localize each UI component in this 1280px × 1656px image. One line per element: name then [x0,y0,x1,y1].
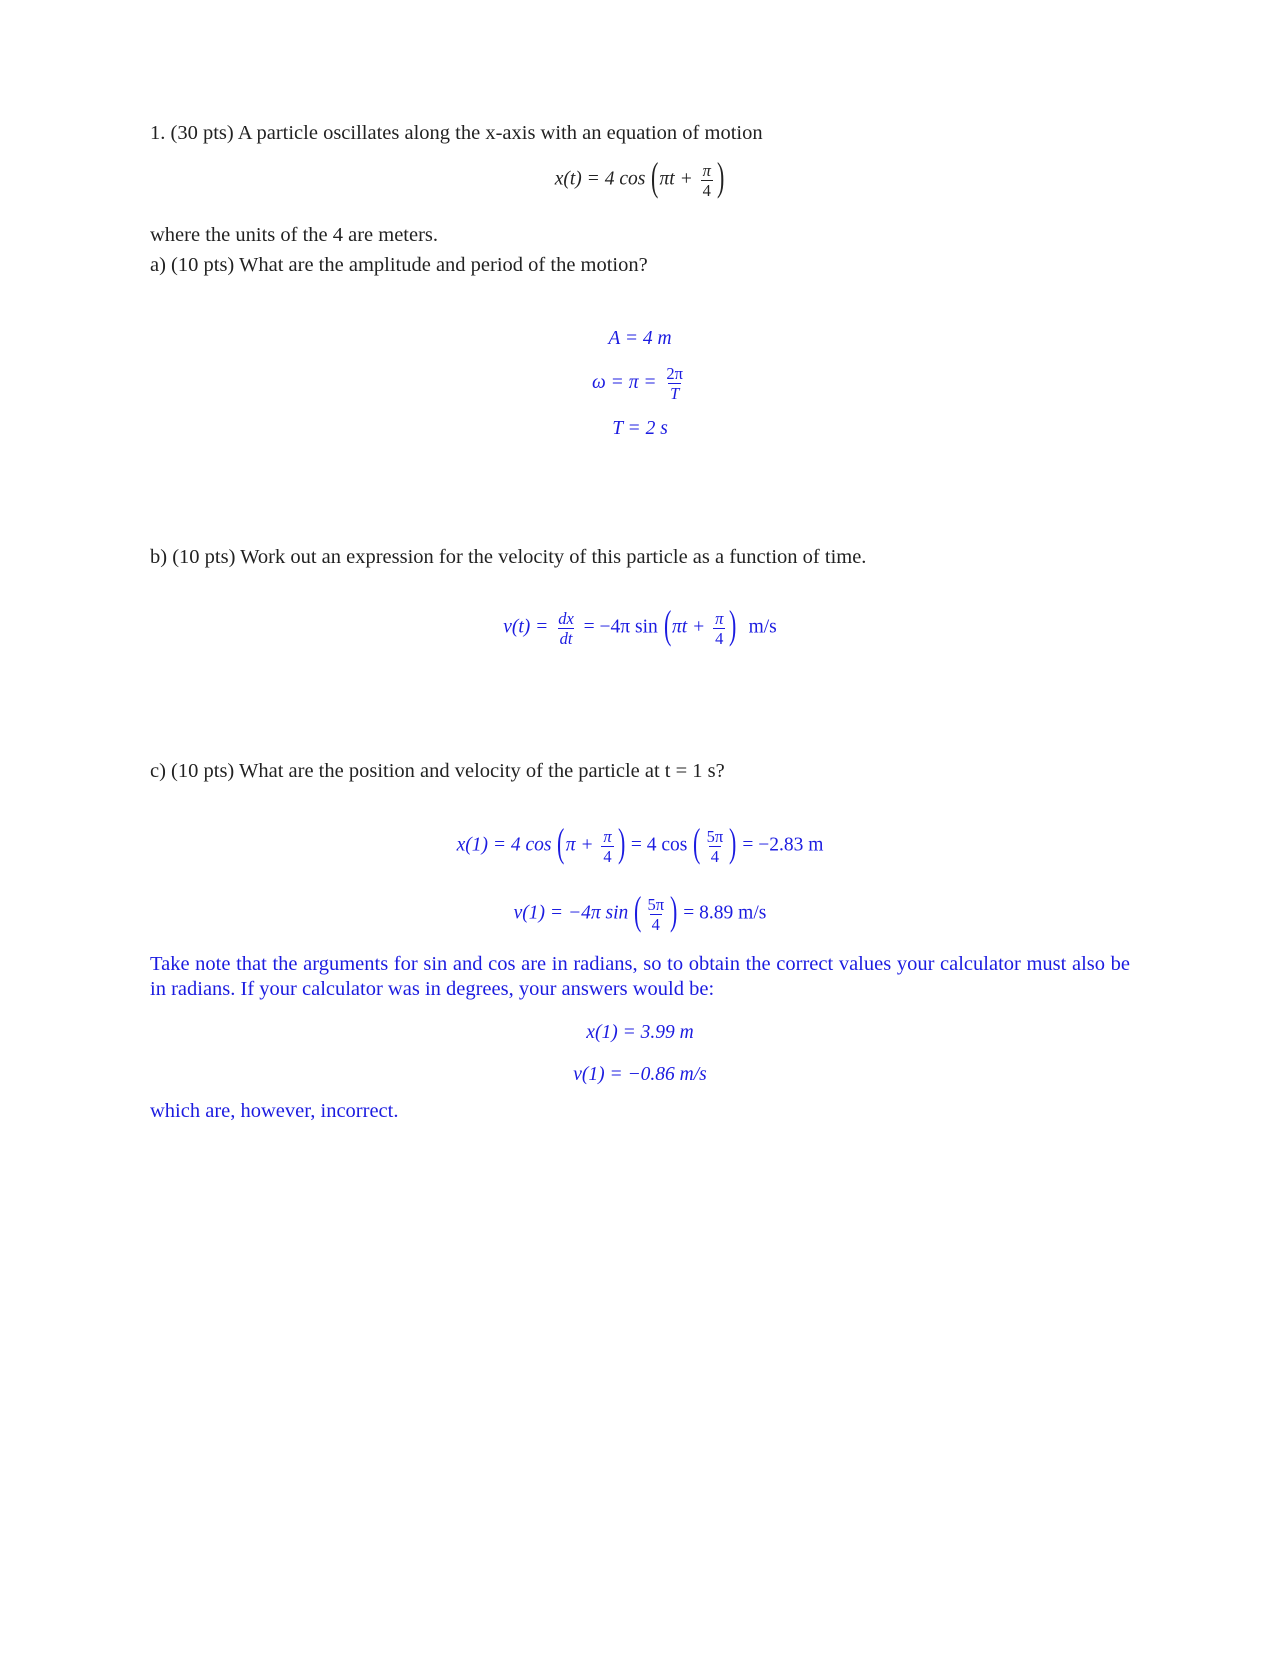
eq-frac-num: π [702,160,711,180]
dt: dt [559,628,573,648]
omega-den: T [670,384,680,403]
velocity-degrees: v(1) = −0.86 m/s [573,1064,707,1085]
velocity-units: m/s [748,616,777,638]
problem-intro: 1. (30 pts) A particle oscillates along the x-axis with an equation of motion [150,122,763,144]
position-result: = −2.83 m [742,834,824,856]
eq-lhs: x(t) = 4 cos [554,168,646,190]
part-c-question: c) (10 pts) What are the position and velocity of the particle at t = 1 s? [150,760,725,782]
closing-remark: which are, however, incorrect. [150,1100,399,1122]
radians-note: Take note that the arguments for sin and cos are in radians, so to obtain the correct values your calculator must also be in radians. If your calculator was in degrees, your answers would be: [150,953,1130,1000]
velocity-expression: v(t) = $\frac{dx}{dt}$ = −4π sin (πt + $\frac{\pi}{4}$ ) m/s [503,602,777,648]
units-note: where the units of the 4 are meters. [150,224,439,246]
velocity-at-1s: v(1) = −4π sin ( $\frac{5\pi}{4}$ ) = 8.89 m/s [513,888,767,934]
equation-of-motion: x(t) = 4 cos (πt + $\frac{\pi}{4}$ ) [554,154,725,200]
omega-num: 2π [666,364,683,383]
eq-frac-den: 4 [702,180,711,200]
velocity-result: = 8.89 m/s [683,902,767,924]
amplitude-answer: A = 4 m [608,328,672,349]
eq-inner: πt + [659,168,693,190]
dx: dx [558,608,574,628]
part-a-question: a) (10 pts) What are the amplitude and period of the motion? [150,254,648,276]
position-at-1s: x(1) = 4 cos (π + $\frac{\pi}{4}$ ) = 4 cos ( $\frac{5\pi}{4}$ ) = −2.83 m [456,820,824,866]
period-answer: T = 2 s [612,418,668,439]
position-degrees: x(1) = 3.99 m [586,1022,694,1043]
omega-answer: ω = π = $\frac{2\pi}{T}$ [592,364,683,403]
part-b-question: b) (10 pts) Work out an expression for the velocity of this particle as a function of time. [150,546,867,568]
